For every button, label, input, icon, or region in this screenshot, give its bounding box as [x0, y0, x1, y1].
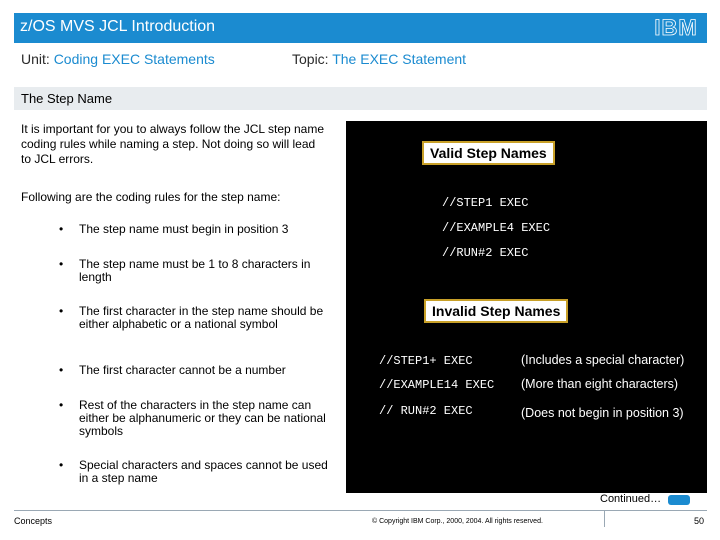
invalid-example: //EXAMPLE14 EXEC: [379, 378, 495, 392]
ibm-logo: [653, 17, 699, 39]
continue-arrow-icon[interactable]: [668, 495, 690, 505]
rule-text: The step name must be 1 to 8 characters in length: [79, 257, 311, 284]
copyright-notice: © Copyright IBM Corp., 2000, 2004. All rights reserved.: [372, 518, 543, 525]
section-bar: [14, 87, 707, 110]
valid-example: //EXAMPLE4 EXEC: [442, 221, 551, 235]
unit-label: Unit:: [21, 51, 50, 67]
section-title: The Step Name: [21, 91, 113, 106]
title-bar: [14, 13, 707, 43]
unit-info: [21, 51, 215, 67]
topic-value: The EXEC Statement: [332, 51, 467, 67]
bullet-icon: •: [59, 257, 64, 271]
rule-text: The first character cannot be a number: [79, 363, 286, 377]
invalid-example: // RUN#2 EXEC: [379, 404, 473, 418]
footer-section-label: Concepts: [14, 516, 53, 526]
page-number: 50: [694, 516, 705, 526]
rule-text: The first character in the step name should be either alphabetic or a national symbol: [79, 304, 324, 331]
bullet-icon: •: [59, 222, 64, 236]
rule-text: The step name must begin in position 3: [79, 222, 289, 236]
bullet-icon: •: [59, 363, 64, 377]
bullet-icon: •: [59, 398, 64, 412]
footer-separator: [604, 511, 605, 527]
continued-link[interactable]: Continued…: [600, 493, 662, 505]
topic-label: Topic:: [292, 51, 329, 67]
rules-lead: Following are the coding rules for the step name:: [21, 190, 281, 204]
valid-names-badge: Valid Step Names: [422, 141, 555, 165]
intro-paragraph: It is important for you to always follow the JCL step name coding rules while naming a step. Not doing so will lead to JCL errors.: [21, 122, 325, 166]
bullet-icon: •: [59, 458, 64, 472]
rule-text: Special characters and spaces cannot be used in a step name: [79, 458, 328, 485]
rule-text: Rest of the characters in the step name can either be alphanumeric or they can be national symbols: [79, 398, 326, 438]
invalid-reason: (Includes a special character): [521, 353, 685, 367]
unit-value: Coding EXEC Statements: [53, 51, 215, 67]
invalid-reason: (More than eight characters): [521, 377, 679, 391]
valid-example: //RUN#2 EXEC: [442, 246, 529, 260]
bullet-icon: •: [59, 304, 64, 318]
invalid-example: //STEP1+ EXEC: [379, 354, 473, 368]
valid-example: //STEP1 EXEC: [442, 196, 529, 210]
examples-panel: [346, 121, 707, 493]
ibm-logo-text: IBM: [654, 15, 698, 40]
course-title: z/OS MVS JCL Introduction: [20, 18, 216, 35]
invalid-reason: (Does not begin in position 3): [521, 406, 684, 420]
invalid-names-badge: Invalid Step Names: [424, 299, 568, 323]
topic-info: [292, 51, 466, 67]
